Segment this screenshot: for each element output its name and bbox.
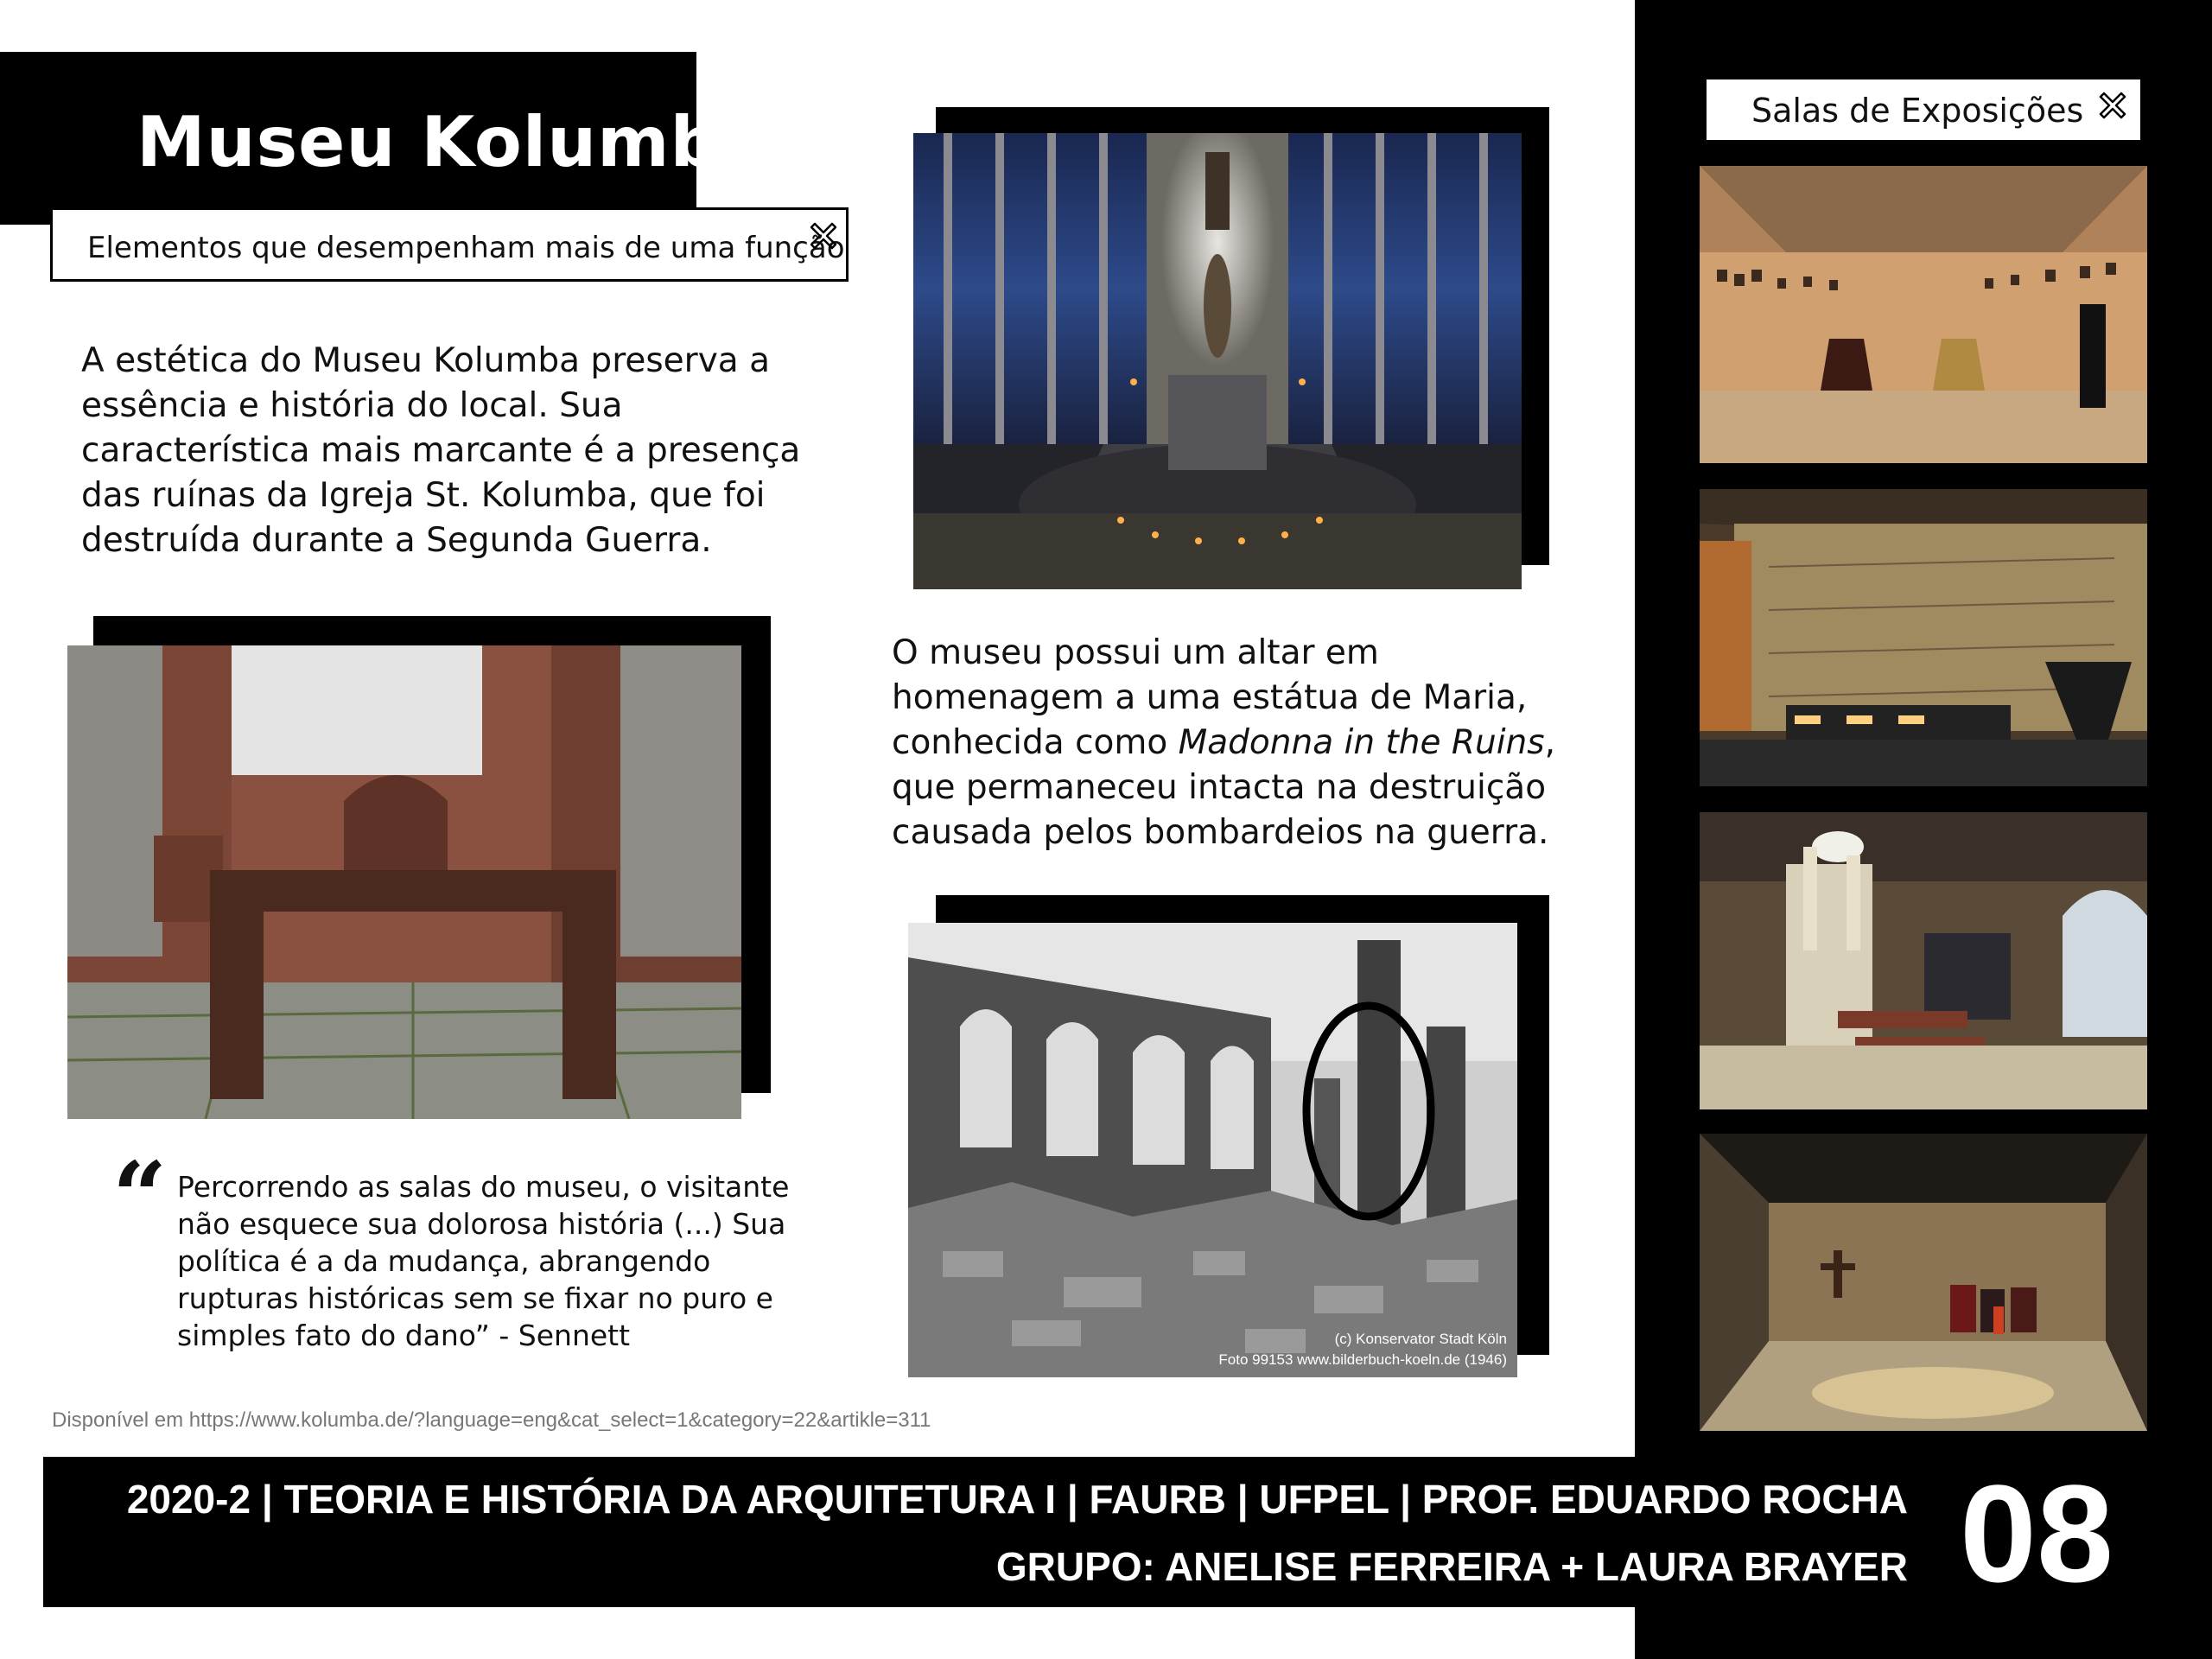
quote-mark: “	[112, 1141, 168, 1252]
gallery-photo-1	[1700, 166, 2147, 463]
page-number: 08	[1960, 1456, 2113, 1611]
gallery-photo-2	[1700, 489, 2147, 786]
altar-text-after: , que permaneceu intacta na destruição causada pelos bombardeios na guerra.	[892, 723, 1555, 852]
altar-photo	[913, 133, 1522, 589]
altar-paragraph	[892, 631, 1600, 855]
altar-text-italic: Madonna in the Ruins	[1178, 723, 1545, 762]
photo-credit-line1: (c) Konservator Stadt Köln	[1334, 1331, 1507, 1347]
footer-course: 2020-2 | TEORIA E HISTÓRIA DA ARQUITETURA I | FAURB | UFPEL | PROF. EDUARDO ROCHA	[126, 1477, 1908, 1522]
close-icon[interactable]	[806, 219, 841, 253]
footer-bar	[43, 1457, 1908, 1607]
footer-group: GRUPO: ANELISE FERREIRA + LAURA BRAYER	[995, 1544, 1908, 1589]
close-icon[interactable]	[2095, 88, 2130, 123]
altar-text-before: O museu possui um altar em homenagem a uma estátua de Maria, conhecida como	[892, 633, 1528, 762]
intro-paragraph: A estética do Museu Kolumba preserva a essência e história do local. Sua característica mais marcante é a presença das ruínas da Igreja St. Kolumba, que foi destruída durante a Segunda Guerra.	[81, 341, 801, 560]
page-title: Museu Kolumba	[137, 102, 768, 182]
subtitle-text: Elementos que desempenham mais de uma função	[87, 231, 845, 265]
sidebar-title: Salas de Exposições	[1751, 92, 2084, 130]
ruins-photo	[67, 645, 741, 1119]
gallery-photo-3	[1700, 812, 2147, 1109]
historic-photo	[908, 923, 1517, 1377]
sidebar-title-box	[1707, 79, 2140, 140]
subtitle-box	[50, 207, 849, 282]
gallery-photo-4	[1700, 1134, 2147, 1431]
quote-text: Percorrendo as salas do museu, o visitante não esquece sua dolorosa história (...) Sua política é a da mudança, abrangendo rupturas históricas sem se fixar no puro e simples fato do dano” - Sennett	[177, 1170, 790, 1352]
photo-credit-line2: Foto 99153 www.bilderbuch-koeln.de (1946)	[1218, 1351, 1507, 1368]
source-link: Disponível em https://www.kolumba.de/?language=eng&cat_select=1&category=22&artikle=311	[52, 1408, 931, 1432]
